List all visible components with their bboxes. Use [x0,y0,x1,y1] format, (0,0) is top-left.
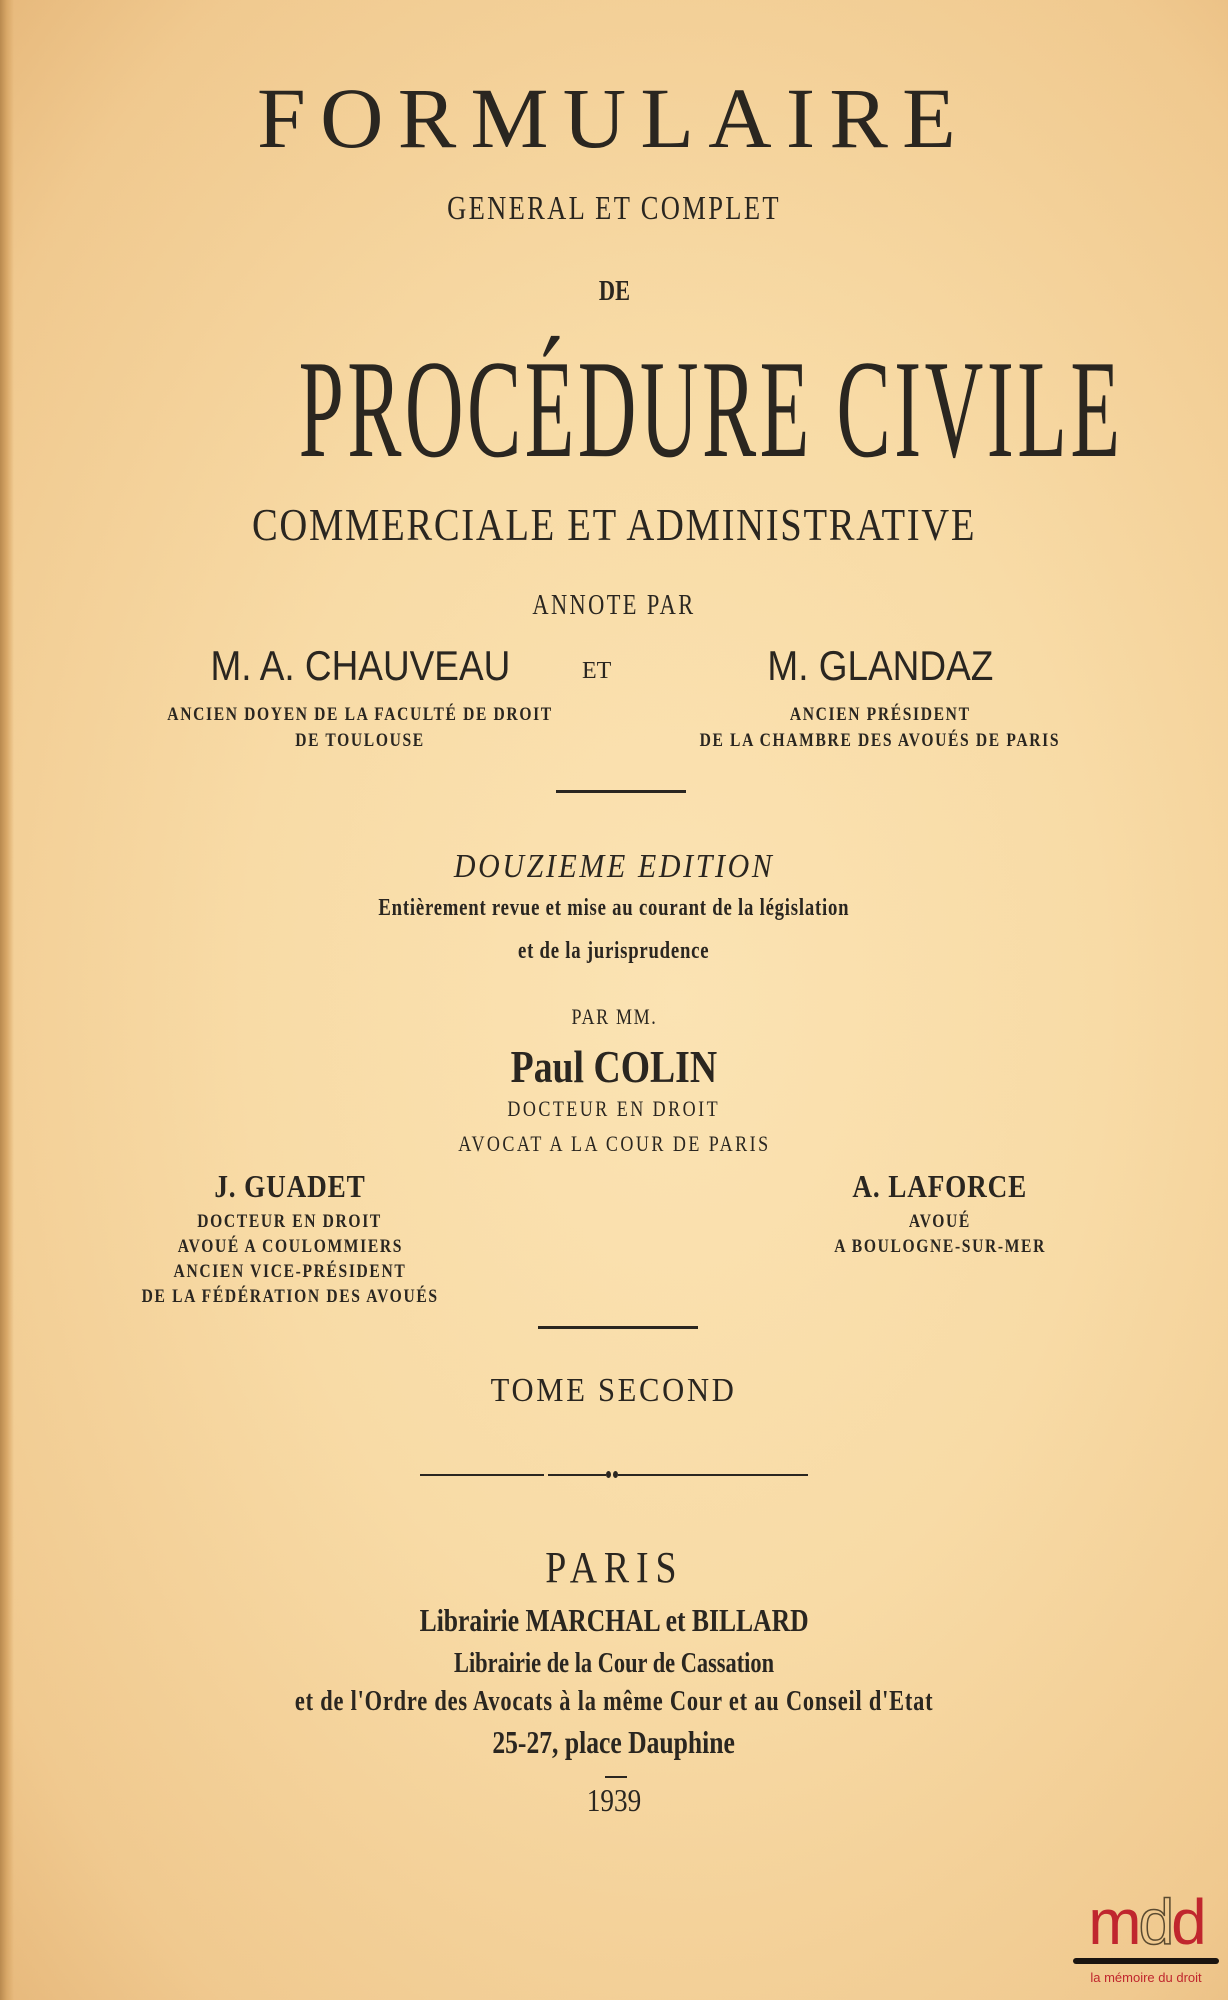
imprint-address: 25-27, place Dauphine [492,1724,736,1760]
divider-rule [538,1326,698,1329]
annotated-by-label: ANNOTE PAR [532,590,696,621]
coeditor-guadet [100,1168,480,1309]
revision-note-line1: Entièrement revue et mise au courant de la législation [378,895,850,921]
logo-underline [1073,1958,1219,1964]
coeditor-desc-line: AVOUÉ [908,1211,972,1232]
coeditor-desc-line: DOCTEUR EN DROIT [197,1211,383,1232]
watermark-logo [1066,1886,1226,1998]
edition-label: DOUZIEME EDITION [453,848,775,885]
coeditor-desc-line: A BOULOGNE-SUR-MER [834,1236,1046,1257]
divider-rule [556,790,686,793]
authors-connector: ET [582,658,612,684]
author-name: M. GLANDAZ [767,642,993,689]
coeditor-desc-line: ANCIEN VICE-PRÉSIDENT [173,1261,407,1282]
author-desc-line: DE LA CHAMBRE DES AVOUÉS DE PARIS [699,730,1061,751]
coeditor-desc-line: DE LA FÉDÉRATION DES AVOUÉS [141,1286,439,1307]
book-subtitle: GENERAL ET COMPLET [447,190,781,227]
divider-dash [605,1776,627,1778]
imprint-year: 1939 [586,1782,642,1818]
author-name: M. A. CHAUVEAU [210,642,510,689]
coeditor-name: J. GUADET [214,1168,366,1204]
imprint-publisher: Librairie MARCHAL et BILLARD [419,1602,809,1638]
main-subtitle: COMMERCIALE ET ADMINISTRATIVE [251,499,977,550]
editor-desc-line: AVOCAT A LA COUR DE PARIS [457,1131,771,1156]
book-title: FORMULAIRE [257,70,971,166]
author-desc-line: DE TOULOUSE [295,730,425,751]
revision-note-line2: et de la jurisprudence [518,938,710,964]
ornament-dot [606,1471,611,1478]
imprint-publisher-line3: et de l'Ordre des Avocats à la même Cour et au Conseil d'Etat [294,1686,934,1717]
main-title: PROCÉDURE CIVILE [298,332,1124,487]
coeditor-laforce [780,1168,1100,1259]
logo-tagline: la mémoire du droit [1090,1970,1202,1985]
ornamental-rule [420,1470,808,1480]
volume-label: TOME SECOND [491,1372,737,1409]
author-desc-line: ANCIEN PRÉSIDENT [789,704,971,725]
imprint-city: PARIS [544,1543,684,1592]
coeditor-desc-line: AVOUÉ A COULOMMIERS [177,1236,403,1257]
mdd-logo-mark: mdd [1088,1886,1204,1958]
title-connector: DE [598,276,630,307]
by-mm-label: PAR MM. [570,1004,658,1029]
coeditor-name: A. LAFORCE [852,1168,1028,1204]
original-authors [0,642,1228,762]
imprint-publisher-line2: Librairie de la Cour de Cassation [453,1648,775,1679]
author-desc-line: ANCIEN DOYEN DE LA FACULTÉ DE DROIT [167,704,553,725]
editor-desc-line: DOCTEUR EN DROIT [507,1096,721,1121]
author-glandaz [620,642,1140,754]
editor-name: Paul COLIN [510,1041,718,1092]
author-chauveau [110,642,610,754]
